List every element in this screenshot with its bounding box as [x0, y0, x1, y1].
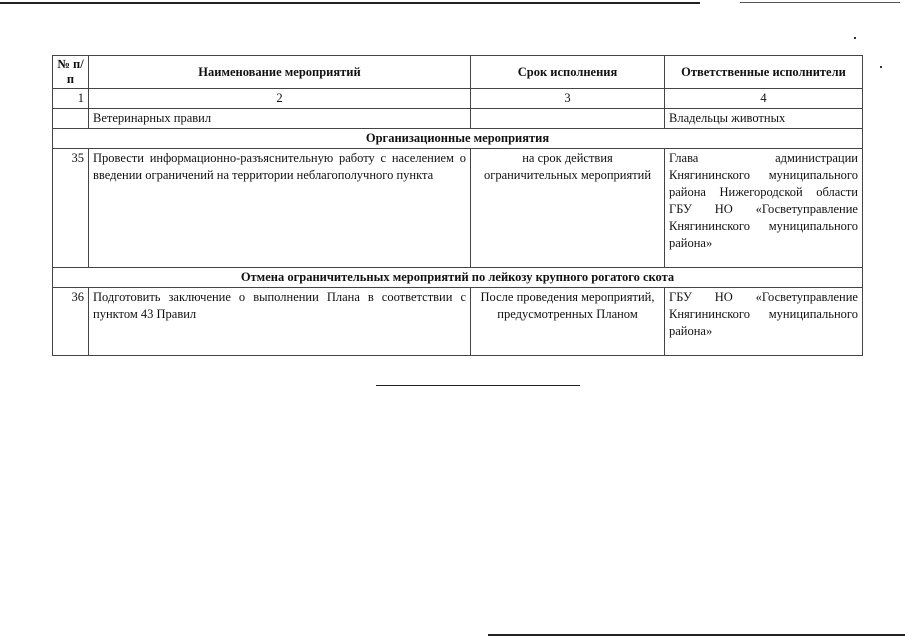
section-row-organizational — [53, 129, 863, 149]
column-number-4: 4 — [665, 89, 863, 109]
continuation-name: Ветеринарных правил — [89, 109, 471, 129]
scan-border-top — [0, 2, 700, 4]
header-name: Наименование мероприятий — [89, 56, 471, 89]
scan-speck — [880, 66, 882, 68]
row-36-term: После проведения мероприятий, предусмотренных Планом — [471, 288, 665, 356]
continuation-num — [53, 109, 89, 129]
plan-table — [52, 55, 863, 356]
row-35-name: Провести информационно-разъяснительную работу с населением о введении ограничений на территории неблагополучного пункта — [89, 149, 471, 268]
continuation-term — [471, 109, 665, 129]
column-number-row — [53, 89, 863, 109]
row-36-name: Подготовить заключение о выполнении Плана в соответствии с пунктом 43 Правил — [89, 288, 471, 356]
row-36-num: 36 — [53, 288, 89, 356]
header-num: № п/п — [53, 56, 89, 89]
end-separator-line — [376, 385, 580, 386]
section-title-organizational: Организационные мероприятия — [53, 129, 863, 149]
header-responsible: Ответственные исполнители — [665, 56, 863, 89]
row-35-num: 35 — [53, 149, 89, 268]
column-number-2: 2 — [89, 89, 471, 109]
continuation-row — [53, 109, 863, 129]
scan-speck — [854, 37, 856, 39]
table-row-35 — [53, 149, 863, 268]
row-36-responsible: ГБУ НО «Госветуправление Княгининского муниципального района» — [665, 288, 863, 356]
column-number-3: 3 — [471, 89, 665, 109]
header-row — [53, 56, 863, 89]
scan-border-bottom — [488, 634, 905, 636]
section-row-cancellation — [53, 268, 863, 288]
row-35-term: на срок действия ограничительных мероприятий — [471, 149, 665, 268]
row-35-responsible: Глава администрации Княгининского муниципального района Нижегородской области ГБУ НО «Госветуправление Княгининского муниципального района» — [665, 149, 863, 268]
continuation-responsible: Владельцы животных — [665, 109, 863, 129]
header-term: Срок исполнения — [471, 56, 665, 89]
scan-border-top-right — [740, 2, 900, 3]
column-number-1: 1 — [53, 89, 89, 109]
table-row-36 — [53, 288, 863, 356]
section-title-cancellation: Отмена ограничительных мероприятий по лейкозу крупного рогатого скота — [53, 268, 863, 288]
